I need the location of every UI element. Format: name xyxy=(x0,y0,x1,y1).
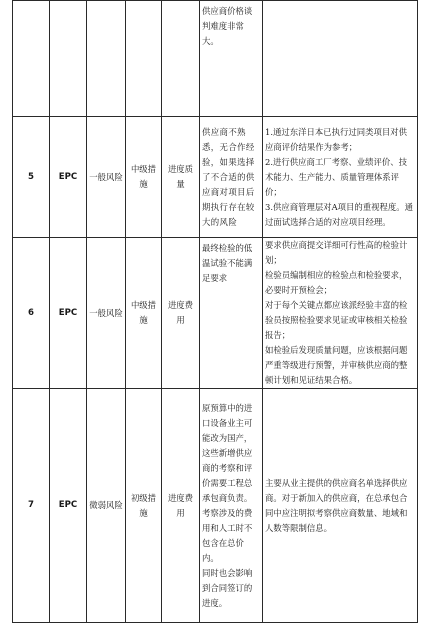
measure-line: 检验员编制相应的检验点和检验要求，必要时开预检会； xyxy=(265,270,408,295)
cell-type xyxy=(50,1,87,117)
cell-measures xyxy=(263,238,418,389)
cell-cause: 供应商不熟悉，无合作经验，如果选择了不合适的供应商对项目后期执行存在较大的风险 xyxy=(200,117,263,238)
cell-risk-level xyxy=(87,1,126,117)
cell-no: 7 xyxy=(13,389,50,623)
cause-line: 原预算中的进口设备业主可能改为国产，这些新增供应商的考察和评价需要工程总承包商负责。考察涉及的费用和人工时不包含在总价内。 xyxy=(202,402,253,563)
cell-impact xyxy=(162,1,200,117)
cell-measure-level: 中级措施 xyxy=(126,238,162,389)
cell-impact: 进度质量 xyxy=(162,117,200,238)
cell-type: EPC xyxy=(50,389,87,623)
cause-line: 同时也会影响到合同签订的进度。 xyxy=(202,567,253,608)
cell-measures xyxy=(263,117,418,238)
cell-cause: 供应商价格谈判难度非常大。 xyxy=(200,1,263,117)
cell-measures: 主要从业主提供的供应商名单选择供应商。对于新加入的供应商，在总承包合同中应注明拟考察供应商数量、地域和人数等限制信息。 xyxy=(263,389,418,623)
cell-no xyxy=(13,1,50,117)
cell-type: EPC xyxy=(50,238,87,389)
measure-line: 要求供应商提交详细可行性高的检验计划； xyxy=(265,240,408,265)
measure-line: 对于每个关键点都应该派经验丰富的检验员按照检验要求见证或审核相关检验报告； xyxy=(265,300,408,340)
cell-measure-level: 中级措施 xyxy=(126,117,162,238)
cell-impact: 进度费用 xyxy=(162,238,200,389)
cell-risk-level: 微弱风险 xyxy=(87,389,126,623)
cell-risk-level: 一般风险 xyxy=(87,238,126,389)
measure-line: 2.进行供应商工厂考察、业绩评价、技术能力、生产能力、质量管理体系评价； xyxy=(265,156,407,197)
measure-line: 如检验后发现质量问题，应该根据问题严重等级进行预警，并审核供应商的整顿计划和见证结果合格。 xyxy=(265,345,408,385)
cell-measures xyxy=(263,1,418,117)
cell-measure-level xyxy=(126,1,162,117)
cell-risk-level: 一般风险 xyxy=(87,117,126,238)
cell-type: EPC xyxy=(50,117,87,238)
table-row xyxy=(13,389,418,623)
cell-impact: 进度费用 xyxy=(162,389,200,623)
table-row xyxy=(13,238,418,389)
cell-no: 6 xyxy=(13,238,50,389)
cell-cause: 最终检验的低温试验不能满足要求 xyxy=(200,238,263,389)
cell-cause xyxy=(200,389,263,623)
table-row xyxy=(13,117,418,238)
measure-line: 1.通过东洋日本已执行过同类项目对供应商评价结果作为参考； xyxy=(265,126,407,152)
risk-table xyxy=(12,0,418,623)
measure-line: 3.供应商管理层对A项目的重视程度。通过面试选择合适的对应项目经理。 xyxy=(265,201,414,227)
table-row xyxy=(13,1,418,117)
cell-no: 5 xyxy=(13,117,50,238)
cell-measure-level: 初级措施 xyxy=(126,389,162,623)
